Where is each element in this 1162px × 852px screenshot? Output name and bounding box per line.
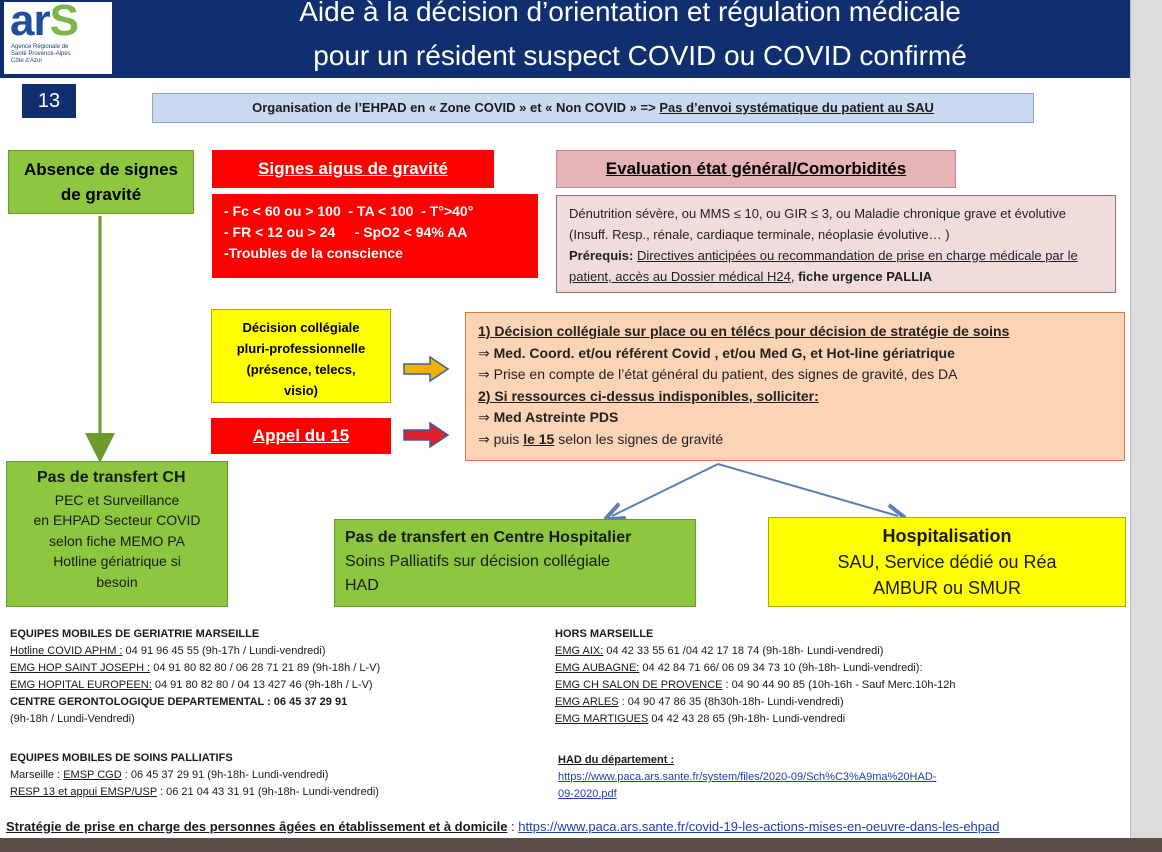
page-title-line2: pour un résident suspect COVID ou COVID confirmé xyxy=(313,40,967,71)
blue-arrow-right xyxy=(718,464,898,516)
red-block-arrow xyxy=(404,423,448,447)
yellow-block-arrow xyxy=(404,357,448,381)
emsp-section: EQUIPES MOBILES DE SOINS PALLIATIFS Marseille : EMSP CGD : 06 45 37 29 91 (9h-18h- Lundi-vendredi) RESP 13 et appui EMSP/USP : 06 21 04 43 31 91 (9h-18h- Lundi-vendredi) xyxy=(10,752,379,798)
organisation-banner: Organisation de l’EHPAD en « Zone COVID » et « Non COVID » => Pas d’envoi systématique du patient au SAU xyxy=(152,93,1034,123)
ehpad-strategy-link[interactable]: https://www.paca.ars.sante.fr/covid-19-les-actions-mises-en-oeuvre-dans-les-ehpad xyxy=(518,819,1000,834)
footer-strategie: Stratégie de prise en charge des personnes âgées en établissement et à domicile : https://www.paca.ars.sante.fr/covid-19-les-actions-mises-en-oeuvre-dans-les-ehpad xyxy=(6,819,1000,834)
absence-signes-box: Absence de signes de gravité xyxy=(8,150,194,214)
ars-logo: arS Agence Régionale de Santé Provence-Alpes Côte d’Azur xyxy=(4,2,112,74)
evaluation-title: Evaluation état général/Comorbidités xyxy=(556,150,956,188)
had-section: HAD du département : https://www.paca.ars.sante.fr/system/files/2020-09/Sch%C3%A9ma%20HAD- 09-2020.pdf xyxy=(558,754,937,800)
signes-aigus-list: - Fc < 60 ou > 100 - TA < 100 - T°>40° - FR < 12 ou > 24 - SpO2 < 94% AA -Troubles de la conscience xyxy=(212,194,538,278)
pas-transfert-centre-box: Pas de transfert en Centre Hospitalier Soins Palliatifs sur décision collégiale HAD xyxy=(334,519,696,607)
page-number: 13 xyxy=(22,84,76,118)
emg-hors-marseille-section: HORS MARSEILLE EMG AIX: 04 42 33 55 61 /04 42 17 18 74 (9h-18h- Lundi-vendredi) EMG AUBAGNE: 04 42 84 71 66/ 06 09 34 73 10 (9h-18h- Lundi-vendredi): EMG CH SALON DE PROVENCE : 04 90 44 90 85 (10h-16h - Sauf Merc.10h-12h EMG ARLES : 04 90 47 86 35 (8h30h-18h- Lundi-vendredi) EMG MARTIGUES 04 42 43 28 65 (9h-18h- Lundi-vendredi xyxy=(555,628,956,725)
hospitalisation-box: Hospitalisation SAU, Service dédié ou Réa AMBUR ou SMUR xyxy=(768,517,1126,607)
strategie-soins-box: 1) Décision collégiale sur place ou en télécs pour décision de stratégie de soins ⇒ Med. Coord. et/ou référent Covid , et/ou Med G, et Hot-line gériatrique ⇒ Prise en compte de l’état général du patient, des signes de gravité, des DA 2) Si ressources ci-dessus indisponibles, solliciter: ⇒ Med Astreinte PDS ⇒ puis le 15 selon les signes de gravité xyxy=(465,312,1125,461)
emg-marseille-section: EQUIPES MOBILES DE GERIATRIE MARSEILLE Hotline COVID APHM : 04 91 96 45 55 (9h-17h / Lundi-vendredi) EMG HOP SAINT JOSEPH : 04 91 80 82 80 / 06 28 71 21 89 (9h-18h / L-V) EMG HOPITAL EUROPEEN: 04 91 80 82 80 / 04 13 427 46 (9h-18h / L-V) CENTRE GERONTOLOGIQUE DEPARTEMENTAL : 06 45 37 29 91 (9h-18h / Lundi-Vendredi) xyxy=(10,628,381,725)
had-link[interactable]: https://www.paca.ars.sante.fr/system/files/2020-09/Sch%C3%A9ma%20HAD- xyxy=(558,771,937,783)
logo-subtitle: Agence Régionale de Santé Provence-Alpes Côte d’Azur xyxy=(11,44,71,64)
bottom-taskbar xyxy=(0,838,1162,852)
signes-aigus-title: Signes aigus de gravité xyxy=(212,150,494,188)
had-link-cont[interactable]: 09-2020.pdf xyxy=(558,788,617,800)
decision-collegiale-box: Décision collégiale pluri-professionnelle (présence, telecs, visio) xyxy=(211,309,391,403)
appel-15-box: Appel du 15 xyxy=(211,418,391,454)
evaluation-box: Dénutrition sévère, ou MMS ≤ 10, ou GIR ≤ 3, ou Maladie chronique grave et évolutive (Insuff. Resp., rénale, cardiaque terminale, néoplasie évolutive… ) Prérequis: Directives anticipées ou recommandation de prise en charge médicale par le patient, accès au Dossier médical H24, fiche urgence PALLIA xyxy=(556,195,1116,293)
page-title-line1: Aide à la décision d’orientation et régulation médicale xyxy=(299,0,961,27)
blue-arrow-left xyxy=(612,464,718,516)
pas-transfert-ch-box: Pas de transfert CH PEC et Surveillance en EHPAD Secteur COVID selon fiche MEMO PA Hotline gériatrique si besoin xyxy=(6,461,228,607)
